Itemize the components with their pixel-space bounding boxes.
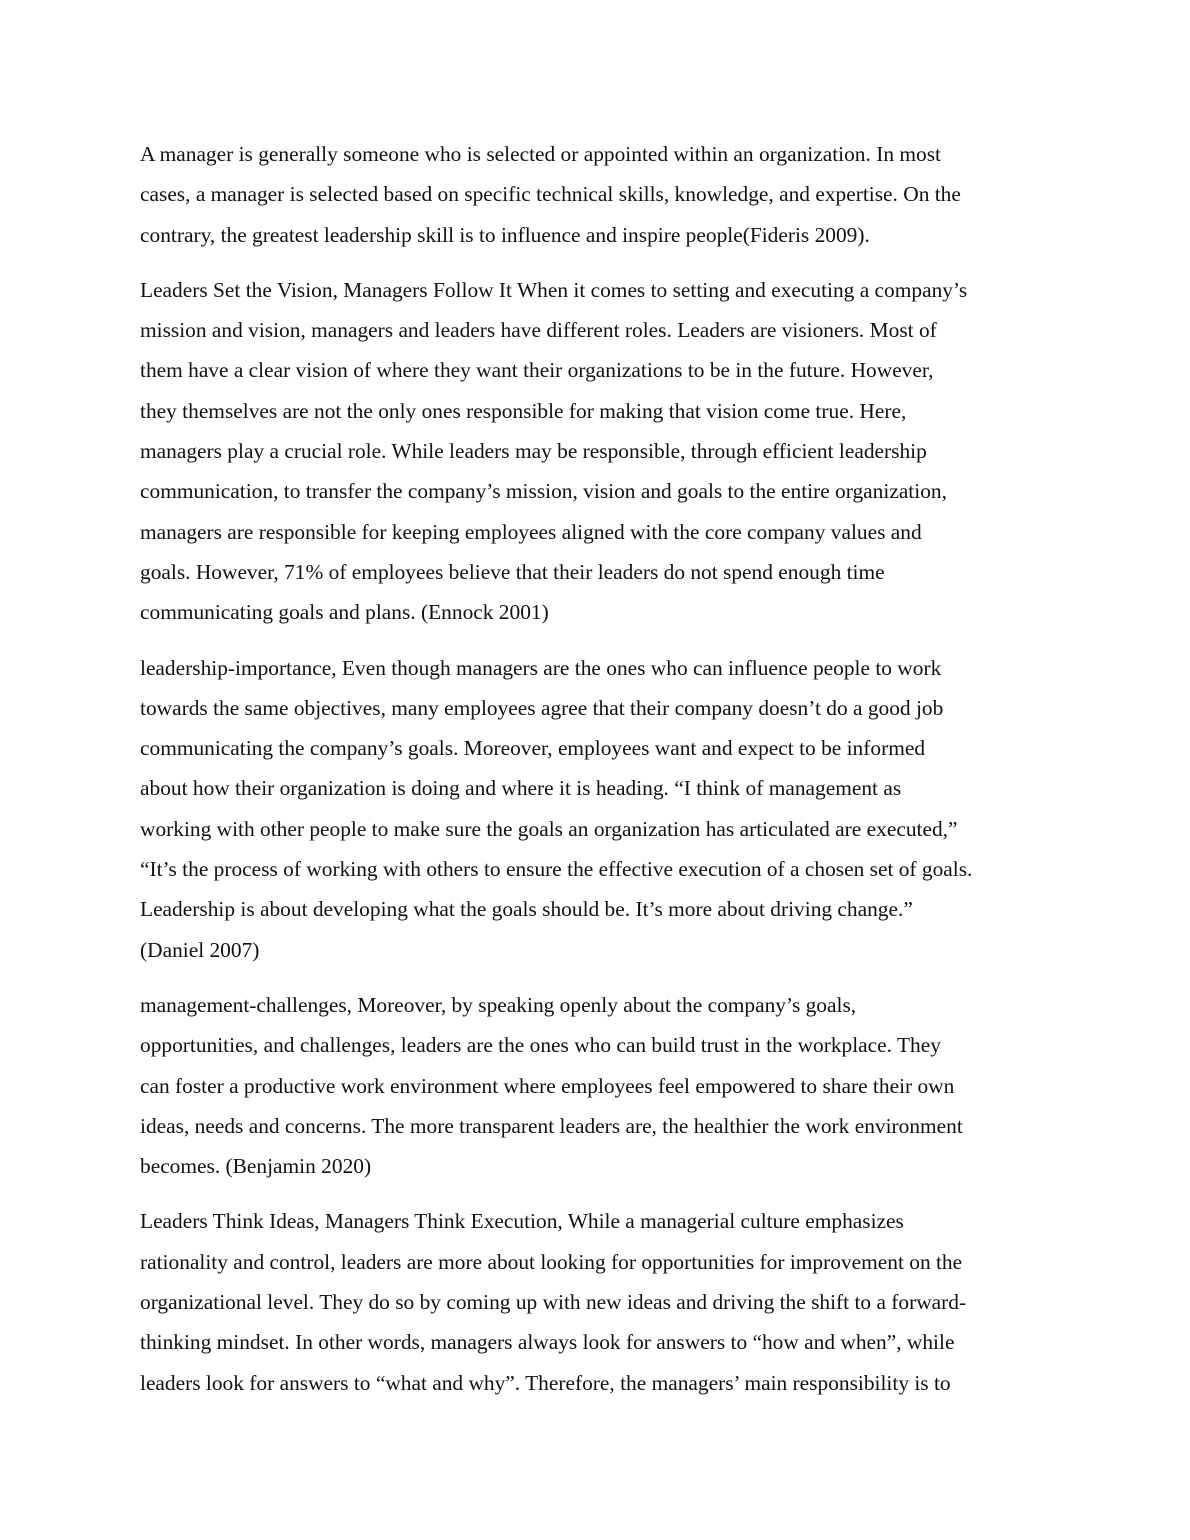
text-line: them have a clear vision of where they want their organizations to be in the future. However, — [140, 358, 934, 383]
text-line: communicating the company’s goals. Moreover, employees want and expect to be informed — [140, 736, 926, 761]
text-line: they themselves are not the only ones responsible for making that vision come true. Here, — [140, 398, 907, 423]
text-line: organizational level. They do so by coming up with new ideas and driving the shift to a forward- — [140, 1290, 967, 1315]
text-line: towards the same objectives, many employees agree that their company doesn’t do a good job — [140, 695, 944, 720]
text-line: opportunities, and challenges, leaders are the ones who can build trust in the workplace. They — [140, 1033, 941, 1058]
text-line: mission and vision, managers and leaders have different roles. Leaders are visioners. Most of — [140, 318, 937, 343]
text-line: rationality and control, leaders are more about looking for opportunities for improvement on the — [140, 1249, 963, 1274]
text-line: thinking mindset. In other words, managers always look for answers to “how and when”, while — [140, 1330, 955, 1355]
paragraph-1 — [140, 134, 1052, 255]
text-line: can foster a productive work environment where employees feel empowered to share their own — [140, 1073, 955, 1098]
text-line: “It’s the process of working with others to ensure the effective execution of a chosen set of goals. — [140, 857, 973, 882]
text-line: management-challenges, Moreover, by speaking openly about the company’s goals, — [140, 992, 857, 1017]
text-line: working with other people to make sure the goals an organization has articulated are executed,” — [140, 816, 958, 841]
text-line: contrary, the greatest leadership skill is to influence and inspire people(Fideris 2009). — [140, 222, 870, 247]
text-line: ideas, needs and concerns. The more transparent leaders are, the healthier the work environment — [140, 1113, 963, 1138]
text-line: communication, to transfer the company’s mission, vision and goals to the entire organization, — [140, 479, 947, 504]
text-line: goals. However, 71% of employees believe that their leaders do not spend enough time — [140, 559, 885, 584]
text-line: A manager is generally someone who is selected or appointed within an organization. In most — [140, 142, 941, 166]
text-line: becomes. (Benjamin 2020) — [140, 1154, 372, 1179]
text-line: leadership-importance, Even though managers are the ones who can influence people to work — [140, 655, 942, 680]
text-line: Leaders Set the Vision, Managers Follow It When it comes to setting and executing a company’s — [140, 277, 968, 302]
text-line: Leadership is about developing what the goals should be. It’s more about driving change.” — [140, 897, 913, 922]
paragraph-2 — [140, 270, 1052, 633]
document-body — [140, 134, 1052, 1418]
text-line: Leaders Think Ideas, Managers Think Execution, While a managerial culture emphasizes — [140, 1209, 904, 1234]
text-line: leaders look for answers to “what and why”. Therefore, the managers’ main responsibility is to — [140, 1370, 951, 1395]
text-line: communicating goals and plans. (Ennock 2001) — [140, 600, 549, 625]
text-line: (Daniel 2007) — [140, 937, 260, 962]
text-line: cases, a manager is selected based on specific technical skills, knowledge, and expertise. On the — [140, 182, 961, 207]
text-line: about how their organization is doing and where it is heading. “I think of management as — [140, 776, 902, 801]
text-line: managers play a crucial role. While leaders may be responsible, through efficient leadership — [140, 439, 927, 464]
paragraph-5 — [140, 1201, 1052, 1402]
paragraph-3 — [140, 648, 1052, 970]
paragraph-4 — [140, 985, 1052, 1186]
text-line: managers are responsible for keeping employees aligned with the core company values and — [140, 519, 922, 544]
